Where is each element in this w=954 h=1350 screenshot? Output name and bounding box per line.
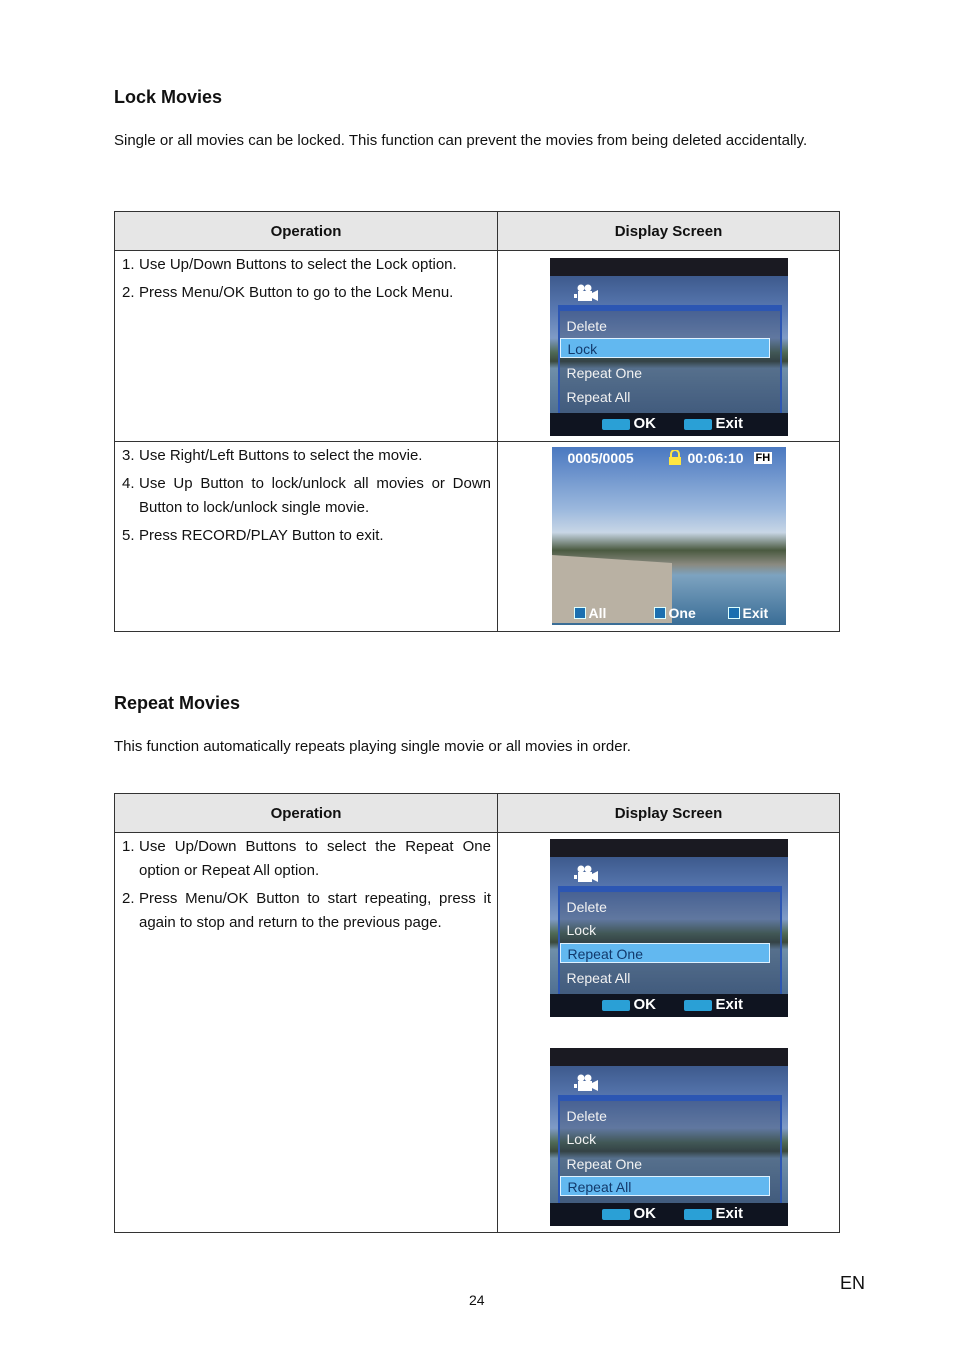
exit-label[interactable]: Exit: [715, 415, 744, 432]
step-item: 1. Use Up/Down Buttons to select the Repeat One option or Repeat All option.: [122, 838, 491, 879]
menu-item-repeat-one[interactable]: Repeat One: [566, 1156, 642, 1172]
screen-top-bar: [550, 1048, 788, 1066]
lock-icon: [668, 450, 682, 465]
record-key-icon: [728, 607, 740, 619]
repeat-all-screen: [550, 1048, 788, 1226]
ok-key-icon: [602, 1000, 630, 1011]
screen-bottom-bar: [550, 994, 788, 1017]
menu-item-delete[interactable]: Delete: [566, 899, 607, 915]
exit-label[interactable]: Exit: [715, 996, 744, 1013]
lock-movies-table: [114, 211, 840, 632]
step-item: 2. Press Menu/OK Button to go to the Lock Menu.: [122, 284, 454, 301]
repeat-steps-list: [115, 833, 497, 935]
file-counter: 0005/0005: [567, 450, 634, 466]
repeat-one-screen: [550, 839, 788, 1017]
playback-time: 00:06:10: [687, 450, 744, 466]
one-option[interactable]: One: [654, 604, 696, 622]
step-item: 2. Press Menu/OK Button to start repeating, press it again to stop and return to the previous page.: [122, 890, 491, 931]
exit-label[interactable]: Exit: [715, 1205, 744, 1222]
display-cell: [498, 442, 840, 632]
movie-camera-icon: [574, 284, 598, 302]
exit-key-icon: [684, 419, 712, 430]
menu-item-lock[interactable]: Lock: [560, 338, 770, 358]
step-item: 1. Use Up/Down Buttons to select the Lock option.: [122, 256, 457, 273]
lock-steps-list: [115, 251, 497, 305]
down-key-icon: [654, 607, 666, 619]
display-screen-header: Display Screen: [498, 794, 840, 833]
repeat-movies-heading: Repeat Movies: [114, 693, 241, 713]
exit-key-icon: [684, 1000, 712, 1011]
operation-cell: [115, 442, 498, 632]
step-item: 3. Use Right/Left Buttons to select the movie.: [122, 447, 423, 464]
menu-item-repeat-all[interactable]: Repeat All: [560, 1176, 770, 1196]
exit-option[interactable]: Exit: [728, 604, 769, 622]
ok-label[interactable]: OK: [633, 996, 656, 1013]
step-item: 4. Use Up Button to lock/unlock all movies or Down Button to lock/unlock single movie.: [122, 475, 491, 516]
movie-camera-icon: [574, 865, 598, 883]
ok-label[interactable]: OK: [633, 415, 656, 432]
screen-top-bar: [550, 258, 788, 276]
operation-header: Operation: [115, 794, 498, 833]
menu-item-lock[interactable]: Lock: [566, 922, 597, 938]
movie-camera-icon: [574, 1074, 598, 1092]
menu-item-delete[interactable]: Delete: [566, 318, 607, 334]
repeat-movies-table: [114, 793, 840, 1233]
menu-item-delete[interactable]: Delete: [566, 1108, 607, 1124]
resolution-badge: FH: [755, 452, 771, 464]
display-cell: [498, 251, 840, 442]
ok-key-icon: [602, 419, 630, 430]
step-item: 5. Press RECORD/PLAY Button to exit.: [122, 527, 384, 544]
lock-movies-heading: Lock Movies: [114, 87, 223, 107]
operation-header: Operation: [115, 212, 498, 251]
language-code: EN: [840, 1273, 866, 1293]
menu-item-repeat-all[interactable]: Repeat All: [566, 389, 631, 405]
lock-steps-list-2: [115, 442, 497, 548]
operation-cell: [115, 251, 498, 442]
screen-bottom-bar: [550, 413, 788, 436]
page-number: 24: [469, 1292, 485, 1308]
ok-label[interactable]: OK: [633, 1205, 656, 1222]
display-screen-header: Display Screen: [498, 212, 840, 251]
screen-top-bar: [550, 839, 788, 857]
exit-key-icon: [684, 1209, 712, 1220]
lock-menu-screen: [550, 258, 788, 436]
display-cell: [498, 833, 840, 1233]
lock-movies-intro: Single or all movies can be locked. This function can prevent the movies from being deleted accidentally.: [114, 132, 808, 149]
all-option[interactable]: All: [574, 604, 607, 622]
menu-item-repeat-one[interactable]: Repeat One: [560, 943, 770, 963]
ok-key-icon: [602, 1209, 630, 1220]
up-key-icon: [574, 607, 586, 619]
screen-bottom-bar: [550, 1203, 788, 1226]
menu-item-repeat-all[interactable]: Repeat All: [566, 970, 631, 986]
playback-screen: [552, 447, 786, 625]
menu-item-lock[interactable]: Lock: [566, 1131, 597, 1147]
operation-cell: [115, 833, 498, 1233]
menu-item-repeat-one[interactable]: Repeat One: [566, 365, 642, 381]
repeat-movies-intro: This function automatically repeats playing single movie or all movies in order.: [114, 738, 631, 755]
